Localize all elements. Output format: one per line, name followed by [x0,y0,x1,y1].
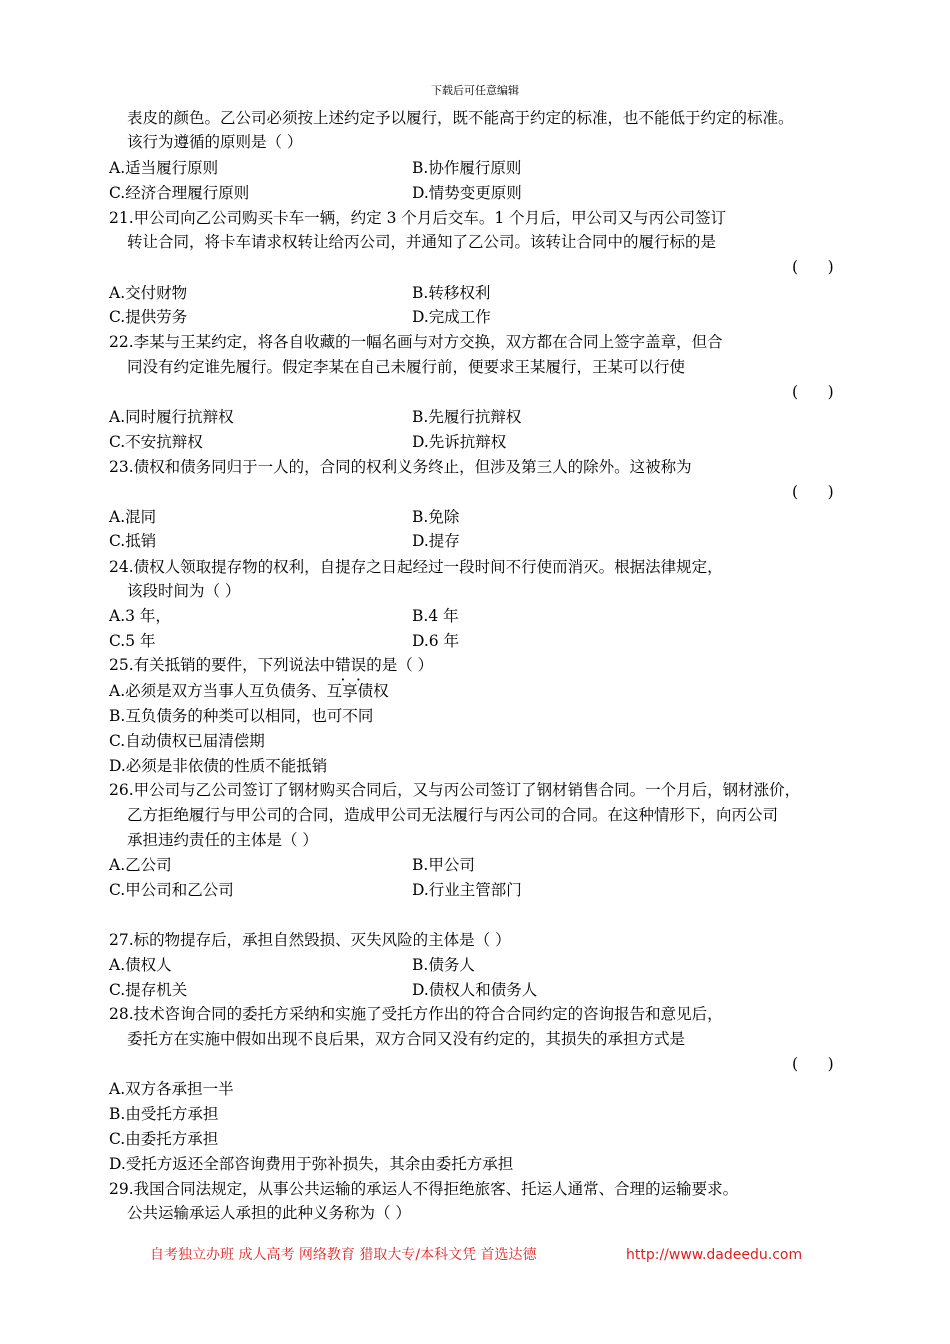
option-c: C.自动债权已届清偿期 [109,732,265,750]
option-a: A.适当履行原则 [109,159,219,177]
option-d: D.情势变更原则 [412,184,522,202]
option-b: B.债务人 [412,956,475,974]
question-26: 26.甲公司与乙公司签订了钢材购买合同后，又与丙公司签订了钢材销售合同。一个月后，钢材涨价， [109,781,801,799]
text-line: 该段时间为（ ） [127,582,241,600]
emphasis-char: 误 [350,656,367,674]
option-b: B.转移权利 [412,284,491,302]
option-d: D.先诉抗辩权 [412,433,507,451]
text-line: 承担违约责任的主体是（ ） [127,831,318,849]
text-line: 转让合同，将卡车请求权转让给丙公司，并通知了乙公司。该转让合同中的履行标的是 [127,233,717,251]
footer-link[interactable]: http://www.dadeedu.com [626,1247,803,1263]
text-line: 表皮的颜色。乙公司必须按上述约定予以履行，既不能高于约定的标准，也不能低于约定的标准。 [127,109,794,127]
question-24: 24.债权人领取提存物的权利，自提存之日起经过一段时间不行使而消灭。根据法律规定， [109,558,723,576]
option-b: B.免除 [412,508,460,526]
option-d: D.行业主管部门 [412,881,522,899]
option-a: A.乙公司 [109,856,172,874]
option-c: C.提供劳务 [109,308,188,326]
option-c: C.由委托方承担 [109,1130,219,1148]
page-footer [150,1245,803,1265]
text-line: 该行为遵循的原则是（ ） [127,133,303,151]
answer-paren: ( ) [792,383,834,401]
question-29: 29.我国合同法规定，从事公共运输的承运人不得拒绝旅客、托运人通常、合理的运输要求。 [109,1180,739,1198]
option-d: D.6 年 [412,632,460,650]
footer-text: 自考独立办班 成人高考 网络教育 猎取大专/本科文凭 首选达德 [150,1247,537,1263]
option-b: B.甲公司 [412,856,475,874]
option-d: D.提存 [412,532,460,550]
question-25 [109,654,433,676]
text-line: 公共运输承运人承担的此种义务称为（ ） [127,1204,411,1222]
text-line: 乙方拒绝履行与甲公司的合同，造成甲公司无法履行与丙公司的合同。在这种情形下，向丙公司 [127,806,779,824]
option-d: D.必须是非依债的性质不能抵销 [109,757,328,775]
option-a: A.双方各承担一半 [109,1080,234,1098]
option-a: A.交付财物 [109,284,188,302]
option-d: D.债权人和债务人 [412,981,538,999]
option-a: A.债权人 [109,956,172,974]
option-d: D.受托方返还全部咨询费用于弥补损失，其余由委托方承担 [109,1155,514,1173]
option-a: A.必须是双方当事人互负债务、互享债权 [109,682,389,700]
option-c: C.提存机关 [109,981,188,999]
option-b: B.互负债务的种类可以相同，也可不同 [109,707,374,725]
question-text: 25.有关抵销的要件，下列说法中 [109,656,336,674]
text-line: 同没有约定谁先履行。假定李某在自己未履行前，便要求王某履行，王某可以行使 [127,358,686,376]
question-22: 22.李某与王某约定，将各自收藏的一幅名画与对方交换，双方都在合同上签字盖章，但合 [109,333,723,351]
option-c: C.不安抗辩权 [109,433,203,451]
option-c: C.经济合理履行原则 [109,184,250,202]
text-line: 委托方在实施中假如出现不良后果，双方合同又没有约定的，其损失的承担方式是 [127,1030,686,1048]
option-b: B.先履行抗辩权 [412,408,522,426]
option-c: C.5 年 [109,632,156,650]
answer-paren: ( ) [792,1055,834,1073]
option-c: C.甲公司和乙公司 [109,881,234,899]
answer-paren: ( ) [792,258,834,276]
option-c: C.抵销 [109,532,157,550]
option-a: A.混同 [109,508,157,526]
emphasis-char: 错 [335,656,351,674]
option-a: A.同时履行抗辩权 [109,408,234,426]
option-b: B.由受托方承担 [109,1105,219,1123]
question-text: 的是（ ） [366,656,434,674]
page-header: 下载后可任意编辑 [431,84,519,97]
option-a: A.3 年， [109,607,171,625]
option-b: B.4 年 [412,607,459,625]
question-23: 23.债权和债务同归于一人的，合同的权利义务终止，但涉及第三人的除外。这被称为 [109,458,692,476]
answer-paren: ( ) [792,483,834,501]
question-27: 27.标的物提存后，承担自然毁损、灭失风险的主体是（ ） [109,931,511,949]
question-21: 21.甲公司向乙公司购买卡车一辆，约定 3 个月后交车。1 个月后，甲公司又与丙公司签订 [109,209,727,227]
option-d: D.完成工作 [412,308,491,326]
option-b: B.协作履行原则 [412,159,522,177]
question-28: 28.技术咨询合同的委托方采纳和实施了受托方作出的符合合同约定的咨询报告和意见后， [109,1005,723,1023]
